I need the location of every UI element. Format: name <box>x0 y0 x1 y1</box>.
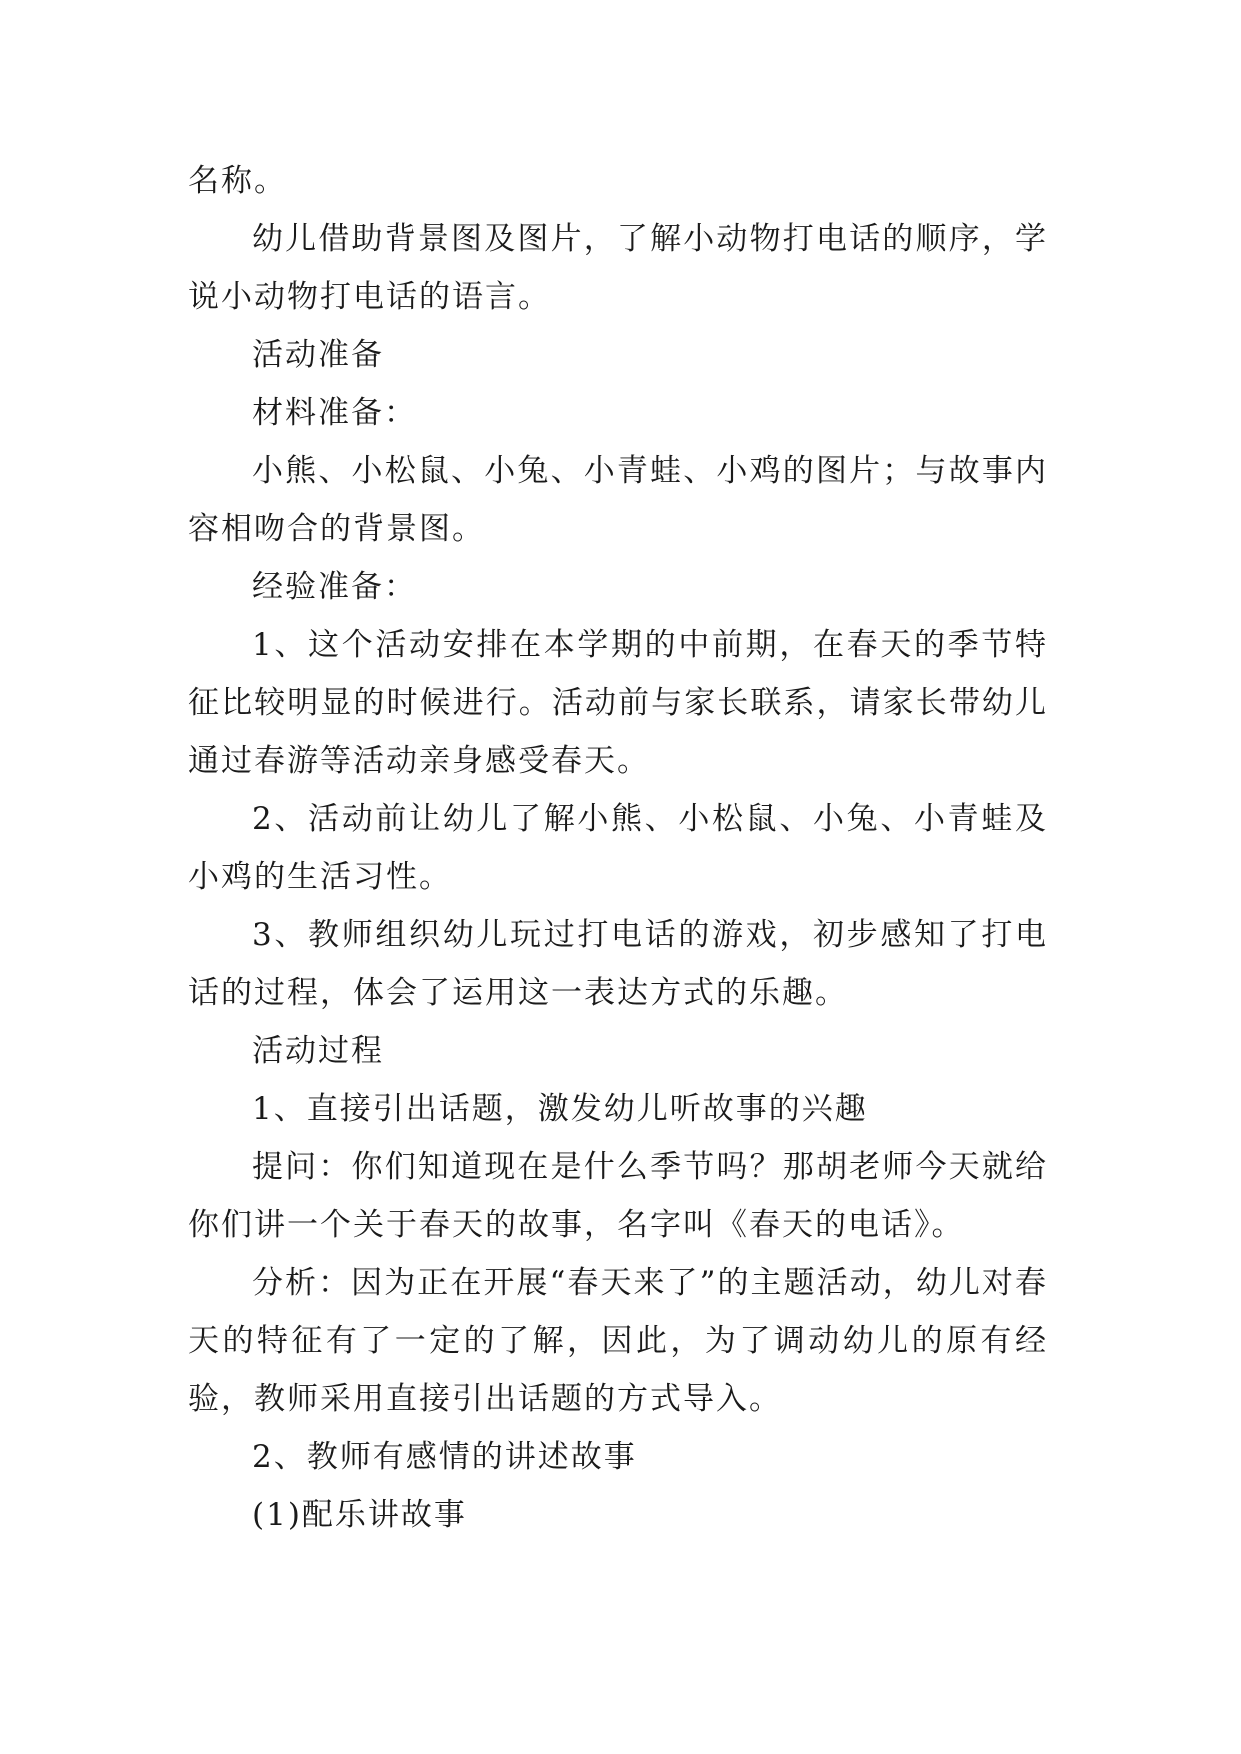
paragraph-experience-2: 2、活动前让幼儿了解小熊、小松鼠、小兔、小青蛙及小鸡的生活习性。 <box>188 801 1048 895</box>
paragraph-materials: 小熊、小松鼠、小兔、小青蛙、小鸡的图片；与故事内容相吻合的背景图。 <box>188 453 1048 547</box>
paragraph-step-1: 1、直接引出话题，激发幼儿听故事的兴趣 <box>252 1091 868 1127</box>
paragraph-experience-3: 3、教师组织幼儿玩过打电话的游戏，初步感知了打电话的过程，体会了运用这一表达方式的乐趣。 <box>188 917 1048 1011</box>
paragraph-goal: 幼儿借助背景图及图片，了解小动物打电话的顺序，学说小动物打电话的语言。 <box>188 221 1048 315</box>
document-body <box>188 152 1048 1544</box>
paragraph-substep-1: (1)配乐讲故事 <box>252 1497 467 1533</box>
paragraph-question: 提问：你们知道现在是什么季节吗？那胡老师今天就给你们讲一个关于春天的故事，名字叫《春天的电话》。 <box>188 1149 1048 1243</box>
paragraph-continuation: 名称。 <box>188 163 287 199</box>
section-heading-preparation: 活动准备 <box>252 337 384 373</box>
subheading-materials: 材料准备： <box>252 395 417 431</box>
paragraph-analysis: 分析：因为正在开展“春天来了”的主题活动，幼儿对春天的特征有了一定的了解，因此，为了调动幼儿的原有经验，教师采用直接引出话题的方式导入。 <box>188 1265 1048 1417</box>
paragraph-step-2: 2、教师有感情的讲述故事 <box>252 1439 637 1475</box>
section-heading-process: 活动过程 <box>252 1033 384 1069</box>
subheading-experience: 经验准备： <box>252 569 417 605</box>
paragraph-experience-1: 1、这个活动安排在本学期的中前期，在春天的季节特征比较明显的时候进行。活动前与家长联系，请家长带幼儿通过春游等活动亲身感受春天。 <box>188 627 1048 779</box>
